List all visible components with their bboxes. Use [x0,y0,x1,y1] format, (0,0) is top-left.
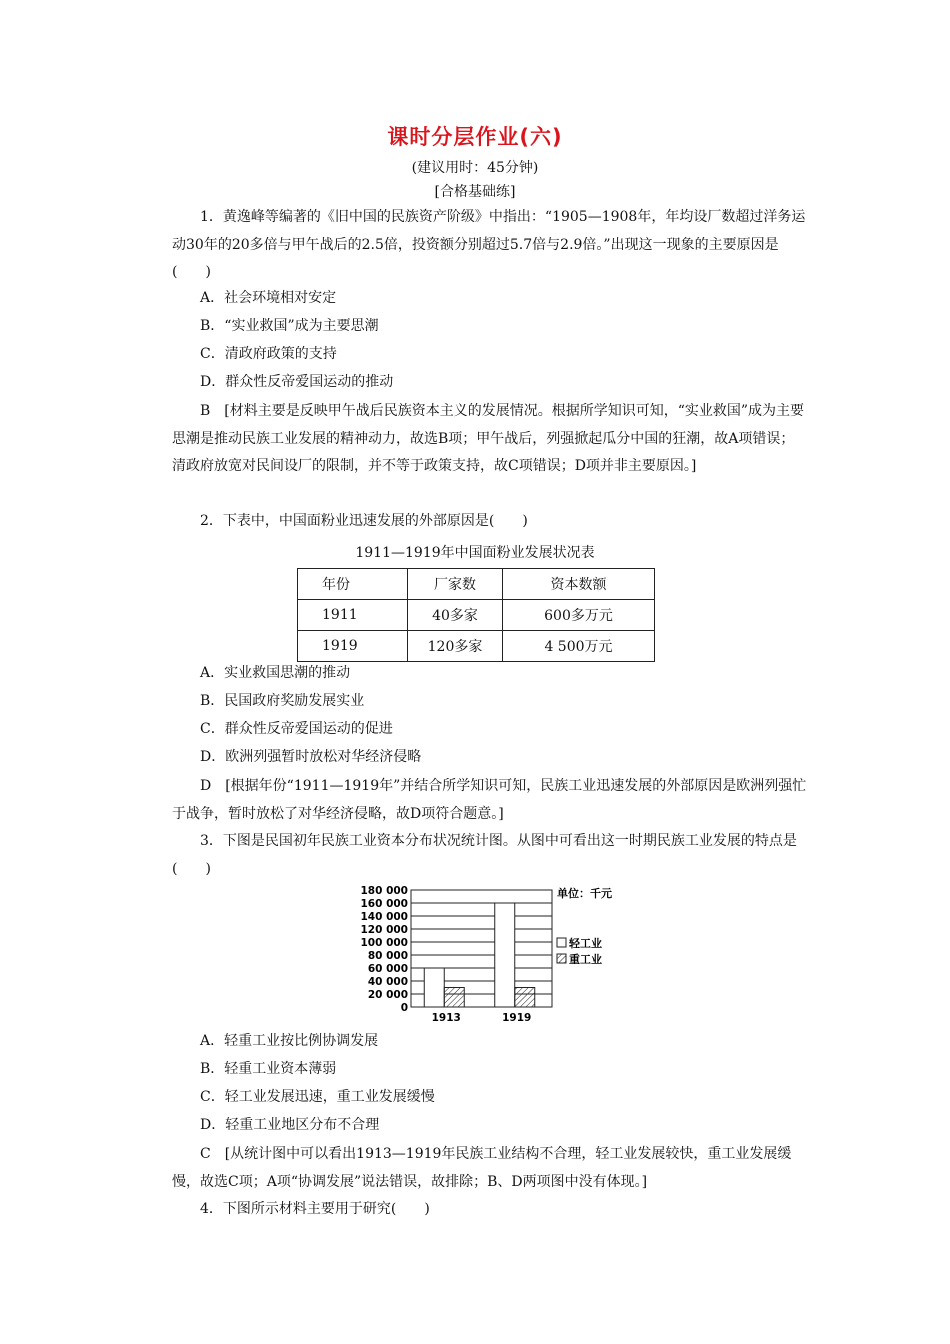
table-title: 1911—1919年中国面粉业发展状况表 [355,545,595,561]
x-category-label: 1919 [502,1012,532,1024]
flour-industry-table [297,568,655,662]
y-tick-label: 60 000 [367,963,408,975]
q3-option-b: B．轻重工业资本薄弱 [200,1061,337,1077]
question-2-stem: 2．下表中，中国面粉业迅速发展的外部原因是( ) [200,513,528,529]
y-axis-ticks [361,885,409,1014]
q1-option-c: C．清政府政策的支持 [200,346,337,362]
q2-option-d: D．欧洲列强暂时放松对华经济侵略 [200,749,422,765]
question-1-stem: 1．黄逸峰等编著的《旧中国的民族资产阶级》中指出：“1905—1908年，年均设厂数超过洋务运动30年的20多倍与甲午战后的2.5倍，投资额分别超过5.7倍与2.9倍。”出现这一现象的主要原因是( ) [172,209,806,280]
chart-legend [557,936,602,966]
y-tick-label: 40 000 [367,976,408,988]
table-header: 资本数额 [503,569,655,600]
table-header: 年份 [298,569,408,600]
table-cell: 1911 [298,600,408,631]
q2-option-a: A．实业救国思潮的推动 [200,665,351,681]
q1-option-b: B．“实业救国”成为主要思潮 [200,318,379,334]
q1-option-a: A．社会环境相对安定 [200,290,337,306]
x-axis-labels [432,1012,532,1024]
y-tick-label: 160 000 [360,898,408,910]
y-tick-label: 120 000 [360,924,408,936]
y-tick-label: 20 000 [367,989,408,1001]
bar-heavy-industry-1919 [515,988,535,1008]
x-category-label: 1913 [431,1012,461,1024]
chart-unit-label: 单位：千元 [557,887,612,900]
capital-distribution-chart [345,882,635,1027]
q1-option-d: D．群众性反帝爱国运动的推动 [200,374,394,390]
q2-answer: D [根据年份“1911—1919年”并结合所学知识可知，民族工业迅速发展的外部原因是欧洲列强忙于战争，暂时放松了对华经济侵略，故D项符合题意。] [172,778,807,822]
q3-answer: C [从统计图中可以看出1913—1919年民族工业结构不合理，轻工业发展较快，重工业发展缓慢，故选C项；A项“协调发展”说法错误，故排除；B、D两项图中没有体现。] [172,1146,792,1190]
table-header-row [298,569,655,600]
suggested-time: (建议用时：45分钟) [411,160,539,176]
table-cell: 120多家 [408,631,503,662]
table-cell: 40多家 [408,600,503,631]
q1-answer: B [材料主要是反映甲午战后民族资本主义的发展情况。根据所学知识可知，“实业救国”成为主要思潮是推动民族工业发展的精神动力，故选B项；甲午战后，列强掀起瓜分中国的狂潮，故A项错误；清政府放宽对民间设厂的限制，并不等于政策支持，故C项错误；D项并非主要原因。] [172,403,805,474]
question-3-stem: 3．下图是民国初年民族工业资本分布状况统计图。从图中可看出这一时期民族工业发展的特点是( ) [172,833,797,877]
section-heading: [合格基础练] [434,184,516,200]
table-cell: 1919 [298,631,408,662]
q2-option-c: C．群众性反帝爱国运动的促进 [200,721,393,737]
page-title: 课时分层作业(六) [387,125,563,149]
y-tick-label: 180 000 [360,885,408,897]
table-header: 厂家数 [408,569,503,600]
table-row [298,631,655,662]
question-4-stem: 4．下图所示材料主要用于研究( ) [200,1201,430,1217]
bar-light-industry-1913 [424,968,444,1007]
y-tick-label: 80 000 [367,950,408,962]
table-cell: 4 500万元 [503,631,655,662]
bar-heavy-industry-1913 [444,988,464,1008]
q3-option-d: D．轻重工业地区分布不合理 [200,1117,380,1133]
legend-label-heavy: 重工业 [569,953,602,966]
legend-swatch-heavy [557,954,566,963]
table-cell: 600多万元 [503,600,655,631]
legend-label-light: 轻工业 [569,937,602,950]
q3-option-a: A．轻重工业按比例协调发展 [200,1033,379,1049]
y-tick-label: 100 000 [360,937,408,949]
y-tick-label: 140 000 [360,911,408,923]
bar-light-industry-1919 [495,903,515,1007]
q2-option-b: B．民国政府奖励发展实业 [200,693,365,709]
q3-option-c: C．轻工业发展迅速，重工业发展缓慢 [200,1089,435,1105]
y-tick-label: 0 [400,1002,408,1014]
table-row [298,600,655,631]
legend-swatch-light [557,938,566,947]
